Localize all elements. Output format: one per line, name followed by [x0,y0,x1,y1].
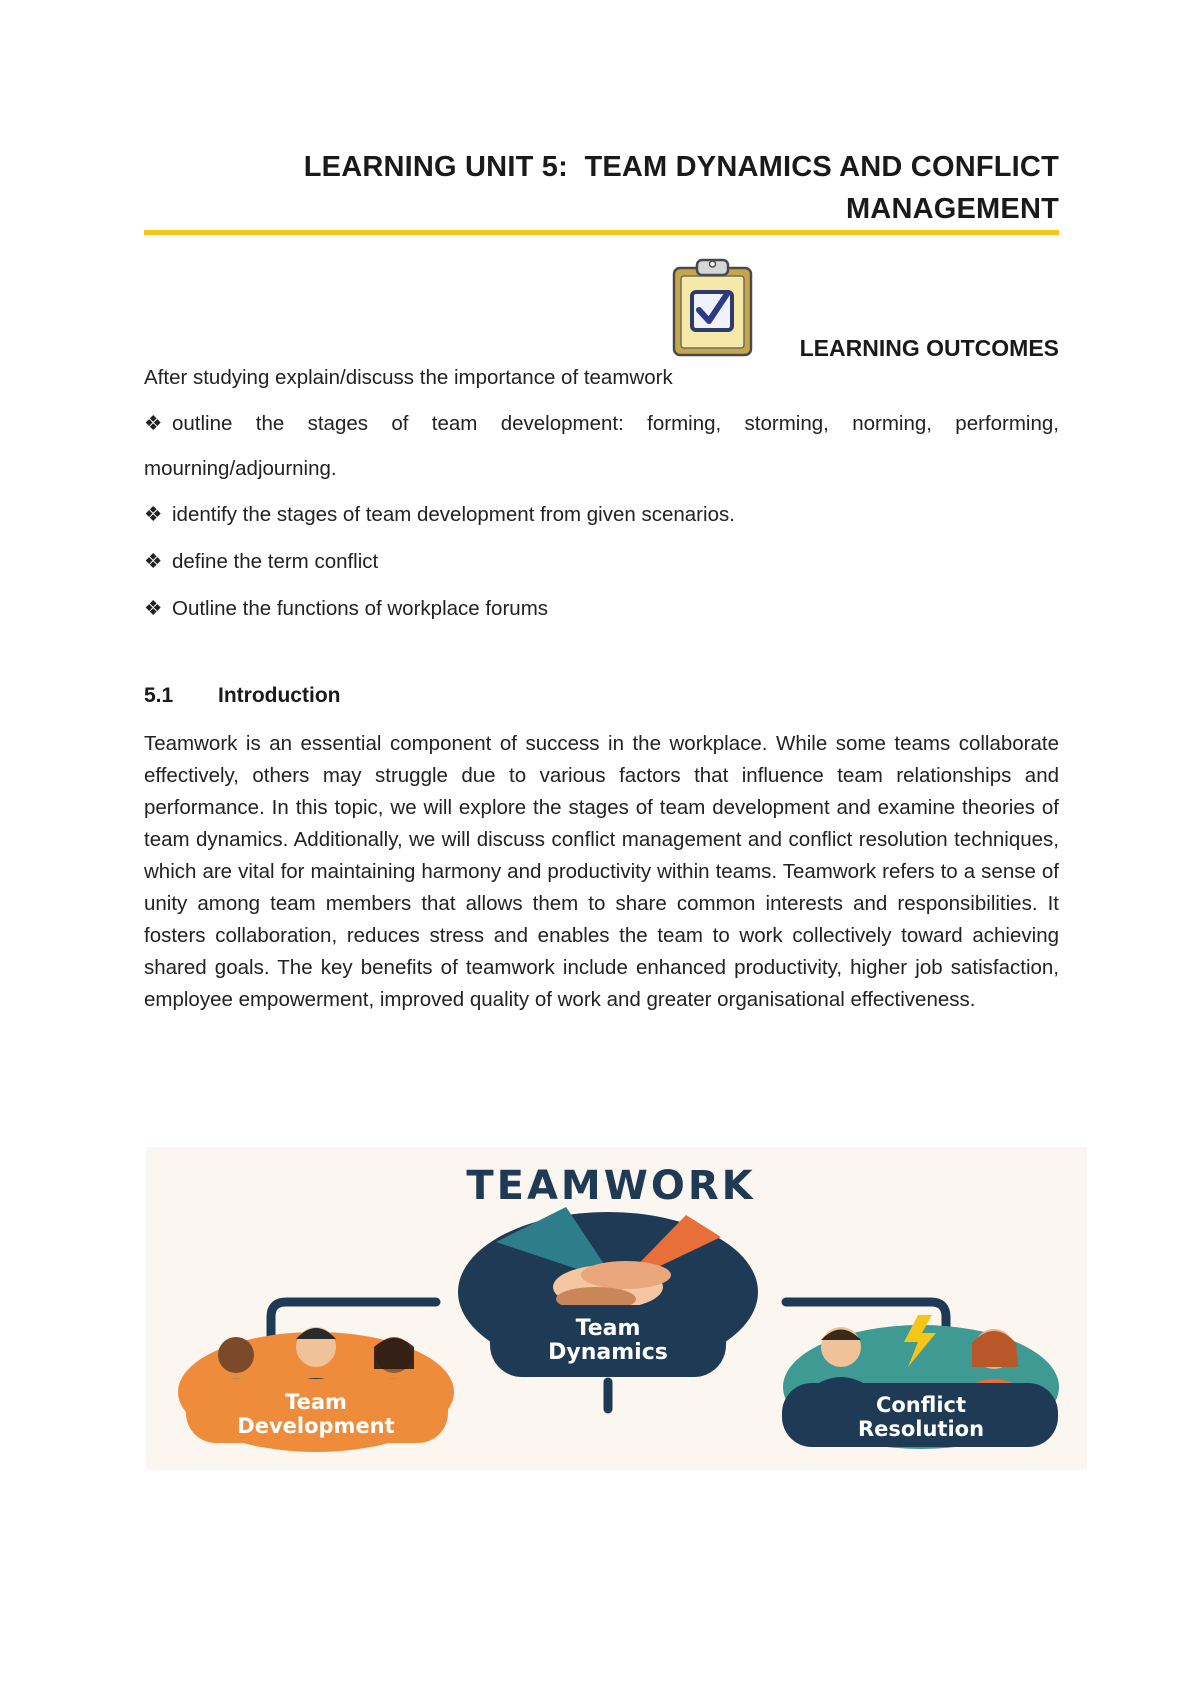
outcomes-intro: After studying explain/discuss the importance of teamwork [144,366,673,389]
right-label-line1: Conflict [875,1393,967,1417]
bullet-icon: ❖ [144,412,163,435]
right-label-line2: Resolution [857,1417,985,1441]
bullet-icon: ❖ [144,550,163,573]
learning-outcomes-heading: LEARNING OUTCOMES [799,335,1059,361]
left-label-line2: Development [237,1414,395,1438]
bullet-icon: ❖ [144,597,163,620]
section-title: Introduction [218,684,341,707]
unit-title [144,146,1059,230]
title-underline [144,230,1059,235]
clipboard-checkmark-icon [670,254,755,358]
outcome-text: Outline the functions of workplace forums [172,597,549,620]
section-number: 5.1 [144,684,174,707]
outcome-item-continued: mourning/adjourning. [144,457,337,480]
left-label-line1: Team [285,1390,347,1414]
unit-title-line2: MANAGEMENT [845,193,1059,225]
center-label-line1: Team [575,1316,641,1341]
outcome-text: identify the stages of team development from given scenarios. [172,503,735,526]
bullet-icon: ❖ [144,503,163,526]
outcome-item [144,593,1059,625]
section-heading [144,680,340,712]
introduction-paragraph: Teamwork is an essential component of success in the workplace. While some teams collaborate effectively, others may struggle due to various factors that influence team relationships and performance. In this topic, we will explore the stages of team development and examine theories of team dynamics. Additionally, we will discuss conflict management and conflict resolution techniques, which are vital for maintaining harmony and productivity within teams. Teamwork refers to a sense of unity among team members that allows them to share common interests and responsibilities. It fosters collaboration, reduces stress and enables the team to work collectively toward achieving shared goals. The key benefits of teamwork include enhanced productivity, higher job satisfaction, employee empowerment, improved quality of work and greater organisational effectiveness. [144,732,1059,1011]
center-label-line2: Dynamics [548,1340,668,1365]
outcome-item [144,408,1059,440]
infographic-title: TEAMWORK [466,1163,756,1209]
outcome-item [144,546,1059,578]
outcome-text: outline the stages of team development: forming, storming, norming, performing, [172,412,1059,435]
teamwork-infographic [146,1147,1087,1470]
unit-title-line1: LEARNING UNIT 5: TEAM DYNAMICS AND CONFLICT [303,151,1059,183]
outcome-item [144,499,1059,531]
outcome-text: define the term conflict [172,550,379,573]
